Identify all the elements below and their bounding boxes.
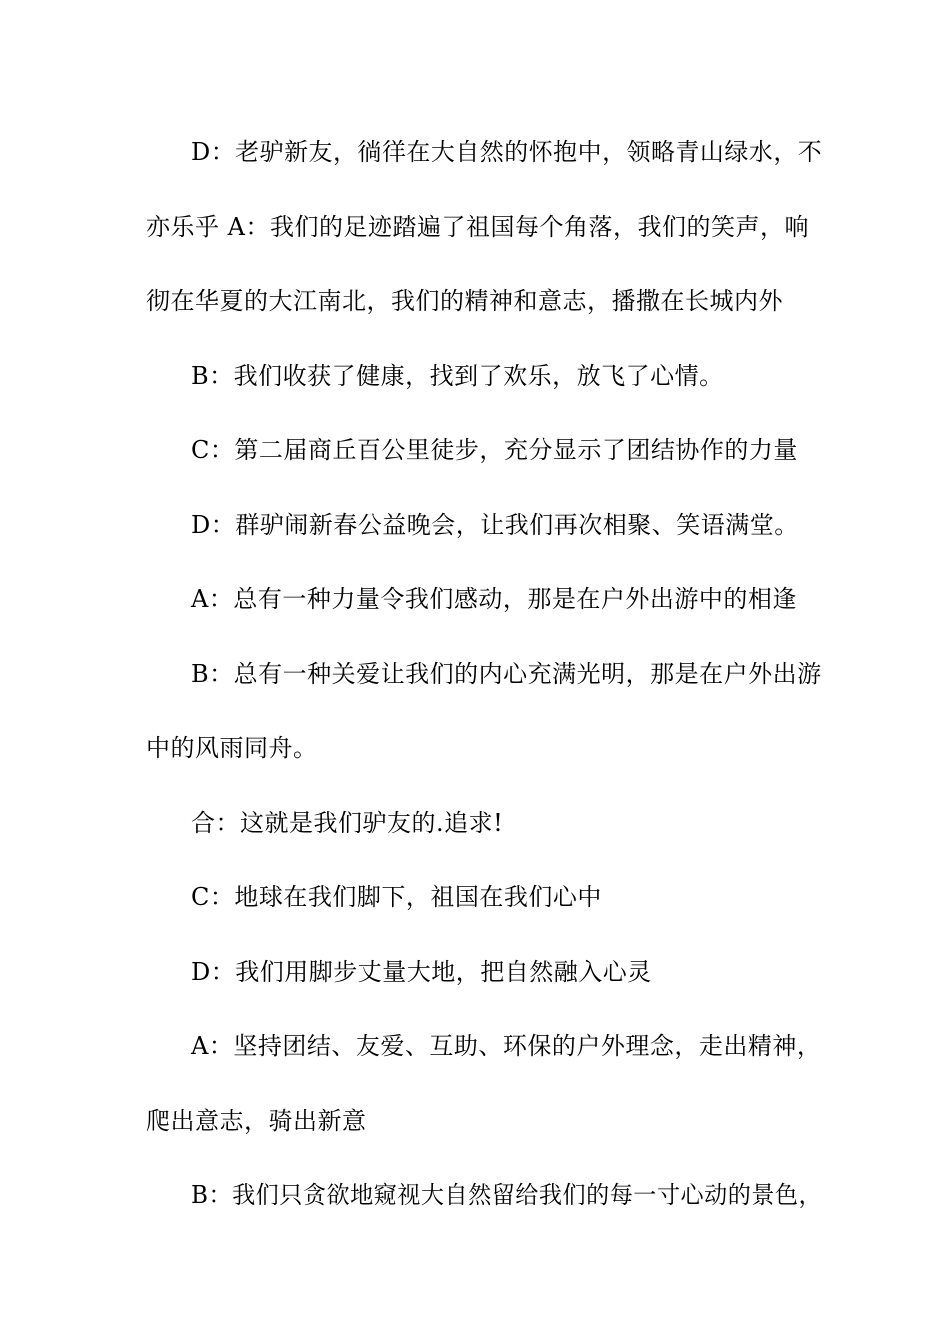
text-line: D：老驴新友，徜徉在大自然的怀抱中，领略青山绿水，不	[191, 138, 823, 166]
text-line: 彻在华夏的大江南北，我们的精神和意志，播撒在长城内外	[146, 287, 783, 315]
text-line: C：第二届商丘百公里徒步，充分显示了团结协作的力量	[191, 436, 798, 464]
text-line: A：坚持团结、友爱、互助、环保的户外理念，走出精神，	[191, 1032, 822, 1060]
text-line: C：地球在我们脚下，祖国在我们心中	[191, 883, 602, 911]
text-line: 爬出意志，骑出新意	[146, 1107, 367, 1135]
text-line: D：群驴闹新春公益晚会，让我们再次相聚、笑语满堂。	[191, 511, 799, 539]
text-line: 亦乐乎 A：我们的足迹踏遍了祖国每个角落，我们的笑声，响	[146, 213, 809, 241]
text-line: B：总有一种关爱让我们的内心充满光明，那是在户外出游	[191, 660, 822, 688]
text-line: D：我们用脚步丈量大地，把自然融入心灵	[191, 958, 652, 986]
text-line: 中的风雨同舟。	[146, 734, 318, 762]
text-line: A：总有一种力量令我们感动，那是在户外出游中的相逢	[191, 585, 797, 613]
text-line: B：我们只贪欲地窥视大自然留给我们的每一寸心动的景色，	[191, 1181, 823, 1209]
text-line: B：我们收获了健康，找到了欢乐，放飞了心情。	[191, 362, 724, 390]
text-line: 合：这就是我们驴友的.追求!	[191, 809, 504, 837]
